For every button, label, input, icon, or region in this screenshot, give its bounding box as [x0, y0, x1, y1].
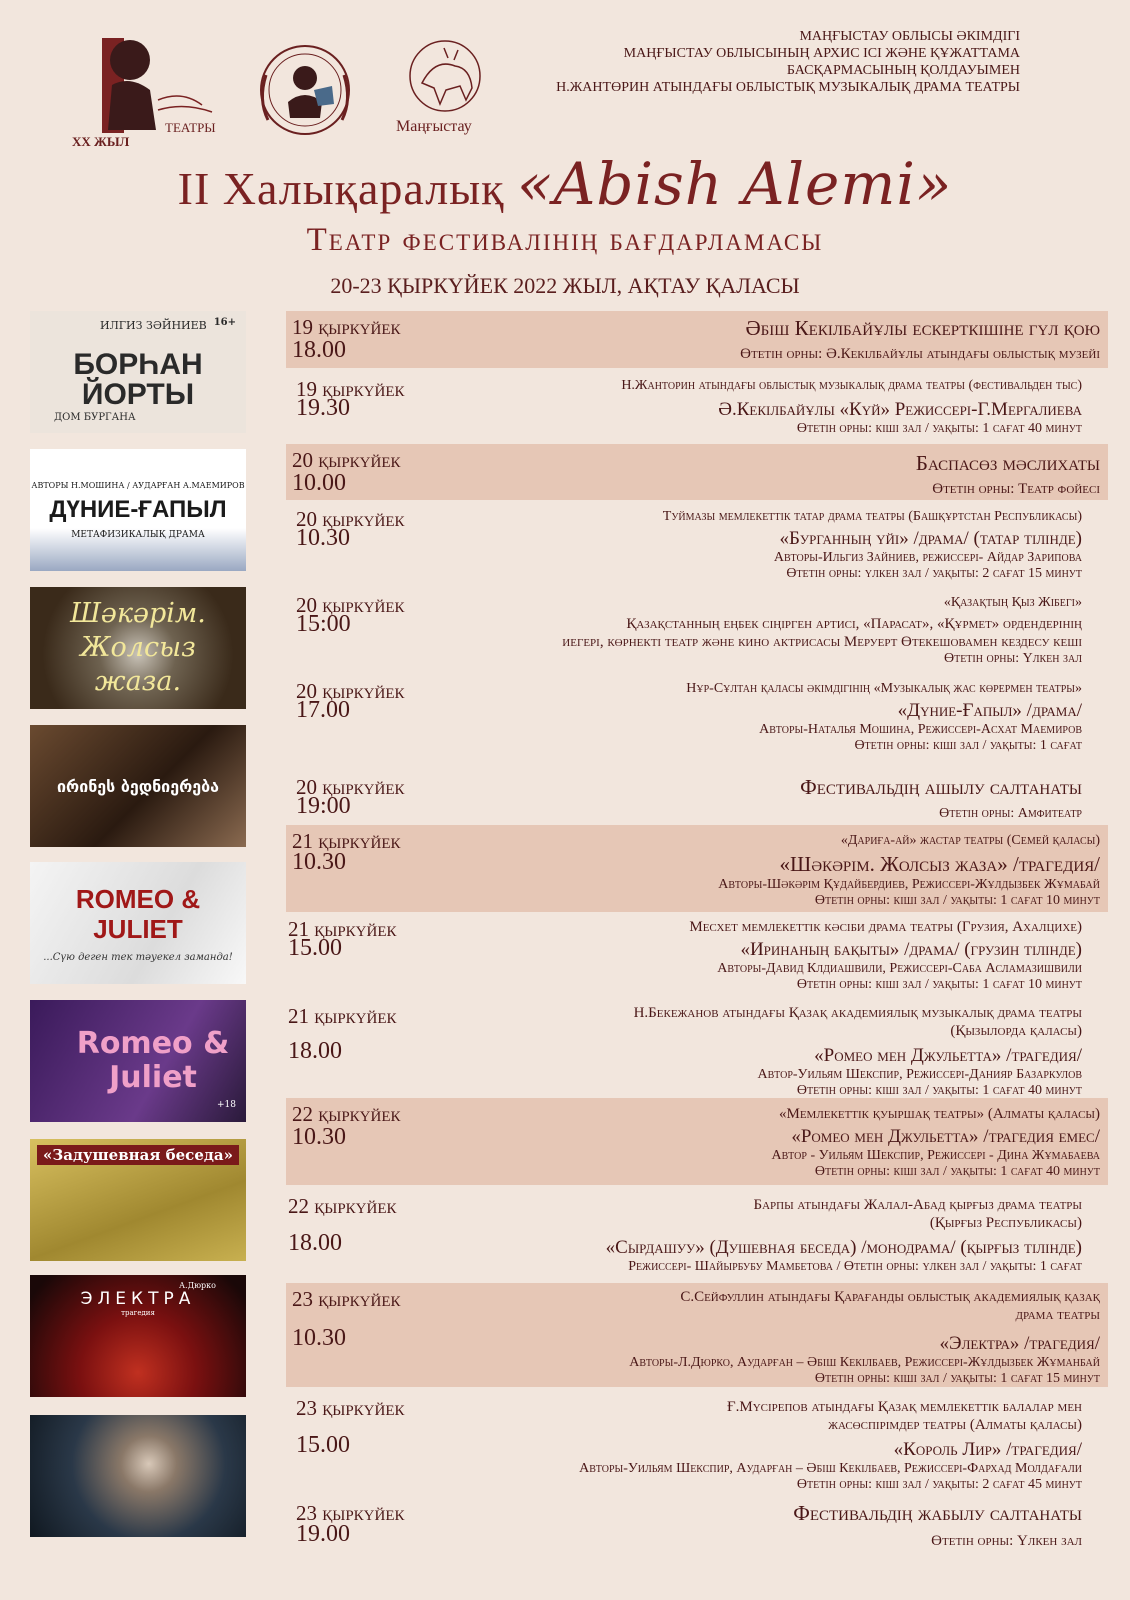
event-venue: Өтетін орны: кіші зал / уақыты: 1 сағат 10 минут [796, 977, 1082, 992]
poster-dunie-gapyl: АВТОРЫ Н.МОШИНА / АУДАРҒАН А.МАЕМИРОВ ДҮНИЕ-ҒАПЫЛ МЕТАФИЗИКАЛЫҚ ДРАМА [30, 449, 246, 571]
event-venue: Өтетін орны: Амфитеатр [939, 806, 1082, 821]
event-credits: Автор - Уильям Шекспир, Режиссері - Дина Жұмабаева [771, 1148, 1100, 1163]
event-date: 21 қыркүйек [288, 917, 397, 941]
event-title: «Сырдашуу» (Душевная беседа) /монодрама/ (қырғыз тілінде) [605, 1237, 1082, 1258]
event-king-lear [290, 1392, 1090, 1492]
event-time: 19.00 [296, 1521, 350, 1547]
event-credits: Автор-Уильям Шекспир, Режиссері-Данияр Базаркулов [757, 1067, 1082, 1082]
event-date: 23 қыркүйек [296, 1501, 405, 1525]
event-date: 21 қыркүйек [288, 1004, 397, 1028]
event-meeting [290, 589, 1090, 669]
festival-title [0, 150, 1130, 218]
event-time: 15.00 [288, 935, 342, 961]
event-venue: Өтетін орны: Үлкен зал [943, 651, 1082, 666]
event-theatre: Месхет мемлекеттік кәсіби драма театры (Грузия, Ахалцихе) [689, 919, 1082, 935]
poster-elektra: А.Дюрко ЭЛЕКТРА трагедия [30, 1275, 246, 1397]
poster-irine: ირინეს ბედნიერება [30, 725, 246, 847]
event-venue: Өтетін орны: кіші зал / уақыты: 2 сағат 45 минут [796, 1477, 1082, 1492]
poster-shakarim: Шәкәрім. Жолсыз жаза. [30, 587, 246, 709]
event-romeo-juliet-puppet [286, 1098, 1108, 1185]
event-date: 20 қыркүйек [296, 507, 405, 531]
event-title: Ә.Кекілбайұлы «Күй» Режиссері-Г.Мергалиева [718, 399, 1082, 420]
event-venue: Өтетін орны: Үлкен зал [931, 1533, 1082, 1549]
event-time: 15:00 [296, 611, 351, 637]
event-date: 22 қыркүйек [288, 1194, 397, 1218]
theatre-logo-label: ТЕАТРЫ [165, 120, 216, 135]
event-burgan [290, 503, 1090, 583]
event-flowers-ceremony [286, 311, 1108, 368]
event-credits: Авторы-Давид Клдиашвили, Режиссері-Саба Асламазишвили [717, 961, 1082, 976]
mangystau-logo-label: Маңғыстау [396, 118, 472, 135]
event-theatre: Нұр-Сұлтан қаласы әкімдігінің «Музыкалық жас көрермен театры» [686, 681, 1082, 696]
event-venue: Өтетін орны: Ә.Кекілбайұлы атындағы облыстық музейі [740, 346, 1100, 362]
event-title: «Дүние-Ғапыл» /драма/ [897, 700, 1082, 721]
poster-romeo-juliet-purple: Romeo & Juliet +18 [30, 1000, 246, 1122]
event-theatre-city: (Қызылорда қаласы) [950, 1023, 1082, 1039]
organizer-line: МАҢҒЫСТАУ ОБЛЫСЫ ӘКІМДІГІ [799, 29, 1020, 44]
event-title: «Ромео мен Джульетта» /трагедия емес/ [791, 1126, 1100, 1147]
event-theatre: Н.Жанторин атындағы облыстық музыкалық драма театры (фестивальден тыс) [621, 378, 1082, 393]
event-title: Фестивальдің ашылу салтанаты [800, 775, 1082, 799]
event-time: 18.00 [288, 1230, 342, 1256]
event-theatre: Н.Бекежанов атындағы Қазақ академиялық музыкалық драма театры [633, 1005, 1082, 1021]
organizer-line: БАСҚАРМАСЫНЫҢ ҚОЛДАУЫМЕН [786, 63, 1020, 78]
organizer-line: МАҢҒЫСТАУ ОБЛЫСЫНЫҢ АРХИС ІСІ ЖӘНЕ ҚҰЖАТТАМА [623, 46, 1020, 61]
event-time: 10.30 [292, 1124, 346, 1150]
event-credits: Авторы-Л.Дюрко, Аударған – Әбіш Кекілбаев, Режиссері-Жұлдызбек Жұманбай [629, 1355, 1100, 1370]
event-date: 21 қыркүйек [292, 829, 401, 853]
event-date: 22 қыркүйек [292, 1102, 401, 1126]
event-theatre: «Мемлекеттік қуыршақ театры» (Алматы қаласы) [779, 1106, 1100, 1122]
poster-zadushevnaya-beseda: «Задушевная беседа» [30, 1139, 246, 1261]
event-description: иегері, көрнекті театр және кино актрисасы Меруерт Өтекешовамен кездесу кеші [562, 634, 1082, 650]
event-venue: Өтетін орны: кіші зал / уақыты: 1 сағат 40 минут [814, 1164, 1100, 1179]
event-date: 23 қыркүйек [296, 1396, 405, 1420]
event-date: 20 қыркүйек [296, 775, 405, 799]
event-venue: Өтетін орны: кіші зал / уақыты: 1 сағат 40 минут [796, 1083, 1082, 1098]
event-venue: Өтетін орны: үлкен зал / уақыты: 2 сағат 15 минут [786, 566, 1082, 581]
event-theatre-country: (Қырғыз Республикасы) [929, 1215, 1082, 1231]
event-title: «Ромео мен Джульетта» /трагедия/ [814, 1045, 1082, 1066]
event-theatre: Барпы атындағы Жалал-Абад қырғыз драма театры [753, 1197, 1082, 1213]
event-irina [282, 913, 1090, 995]
event-title: «Электра» /трагедия/ [939, 1333, 1100, 1354]
event-time: 17.00 [296, 697, 350, 723]
event-title: «Бурганның үйі» /драма/ (татар тілінде) [779, 528, 1082, 549]
event-romeo-juliet-kyzylorda [282, 1000, 1090, 1096]
event-venue: Өтетін орны: кіші зал / уақыты: 1 сағат [854, 738, 1082, 753]
event-venue: Өтетін орны: кіші зал / уақыты: 1 сағат 10 минут [814, 893, 1100, 908]
event-elektra [286, 1283, 1108, 1387]
event-kui [290, 373, 1090, 441]
event-theatre: «Дариға-ай» жастар театры (Семей қаласы) [840, 833, 1100, 848]
event-time: 10.00 [292, 470, 346, 496]
event-credits: Авторы-Шәкәрім Құдайбердиев, Режиссері-Жұлдызбек Жұмабай [718, 877, 1100, 892]
event-date: 20 қыркүйек [296, 679, 405, 703]
festival-seal-icon [248, 40, 363, 145]
event-closing-ceremony [290, 1497, 1090, 1553]
event-title: «Иринаның бақыты» /драма/ (грузин тілінде) [740, 939, 1082, 960]
event-description: Қазақстанның еңбек сіңірген артисі, «Парасат», «Құрмет» ордендерінің [626, 616, 1082, 632]
event-title: «Шәкәрім. Жолсыз жаза» /трагедия/ [779, 852, 1100, 876]
event-title: «Қазақтың Қыз Жібегі» [943, 595, 1082, 610]
poster-king-lear [30, 1415, 246, 1537]
event-time: 10.30 [292, 1325, 346, 1351]
event-title: «Король Лир» /трагедия/ [893, 1439, 1082, 1460]
event-theatre: Ғ.Мүсірепов атындағы Қазақ мемлекеттік балалар мен [726, 1399, 1082, 1415]
festival-title-prefix: II Халықаралық [177, 163, 505, 214]
organizer-line: Н.ЖАНТӨРИН АТЫНДАҒЫ ОБЛЫСТЫҚ МУЗЫКАЛЫҚ ДРАМА ТЕАТРЫ [556, 80, 1020, 95]
event-date: 20 қыркүйек [292, 448, 401, 472]
event-press-conference [286, 444, 1108, 500]
event-venue: Өтетін орны: Театр фойесі [932, 481, 1100, 497]
program-subtitle: Театр фестивалінің бағдарламасы [306, 222, 824, 258]
event-time: 10.30 [292, 849, 346, 875]
organizer-block [460, 28, 1020, 96]
event-time: 18.00 [288, 1038, 342, 1064]
event-time: 15.00 [296, 1432, 350, 1458]
event-title: Фестивальдің жабылу салтанаты [793, 1501, 1082, 1525]
theatre-logo-years: XX ЖЫЛ [72, 134, 130, 149]
event-venue: Өтетін орны: кіші зал / уақыты: 1 сағат 15 минут [814, 1371, 1100, 1386]
event-date: 19 қыркүйек [292, 315, 401, 339]
event-date: 20 қыркүйек [296, 593, 405, 617]
event-venue: Өтетін орны: кіші зал / уақыты: 1 сағат 40 минут [796, 421, 1082, 436]
event-time: 19.30 [296, 395, 350, 421]
poster-borhan-yorty: ИЛГИЗ ЗӘЙНИЕВ 16+ БОРҺАН ЙОРТЫ ДОМ БУРГАНА [30, 311, 246, 433]
event-theatre: драма театры [1015, 1307, 1100, 1323]
event-date: 19 қыркүйек [296, 377, 405, 401]
event-date: 23 қыркүйек [292, 1287, 401, 1311]
poster-romeo-juliet-white: ROMEO & JULIET ...Сүю деген тек тәуекел заманда! [30, 862, 246, 984]
event-credits: Авторы-Наталья Мошина, Режиссері-Асхат Маемиров [759, 722, 1082, 737]
event-theatre-city: жасөспірімдер театры (Алматы қаласы) [828, 1417, 1082, 1433]
event-theatre: С.Сейфуллин атындағы Қарағанды облыстық академиялық қазақ [680, 1289, 1100, 1305]
festival-title-script: «Abish Alemi» [516, 150, 953, 218]
event-theatre: Туймазы мемлекеттік татар драма театры (Башқұртстан Республикасы) [662, 509, 1082, 524]
event-time: 19:00 [296, 793, 351, 819]
event-opening-ceremony [290, 771, 1090, 821]
event-syrdashuu [282, 1190, 1090, 1276]
event-venue: Режиссері- Шайырбубу Мамбетова / Өтетін орны: үлкен зал / уақыты: 1 сағат [628, 1259, 1082, 1274]
event-credits: Авторы-Ильгиз Зайниев, режиссері- Айдар Зарипова [773, 550, 1082, 565]
event-time: 18.00 [292, 337, 346, 363]
festival-dates: 20-23 ҚЫРКҮЙЕК 2022 ЖЫЛ, АҚТАУ ҚАЛАСЫ [330, 273, 800, 298]
event-credits: Авторы-Уильям Шекспир, Аударған – Әбіш Кекілбаев, Режиссері-Фархад Молдағали [579, 1461, 1082, 1476]
event-title: Әбіш Кекілбайұлы ескерткішіне гүл қою [745, 316, 1100, 340]
event-dunie-gapyl [290, 675, 1090, 755]
event-time: 10.30 [296, 525, 350, 551]
event-title: Баспасөз мәслихаты [915, 451, 1100, 475]
event-shakarim [286, 825, 1108, 912]
